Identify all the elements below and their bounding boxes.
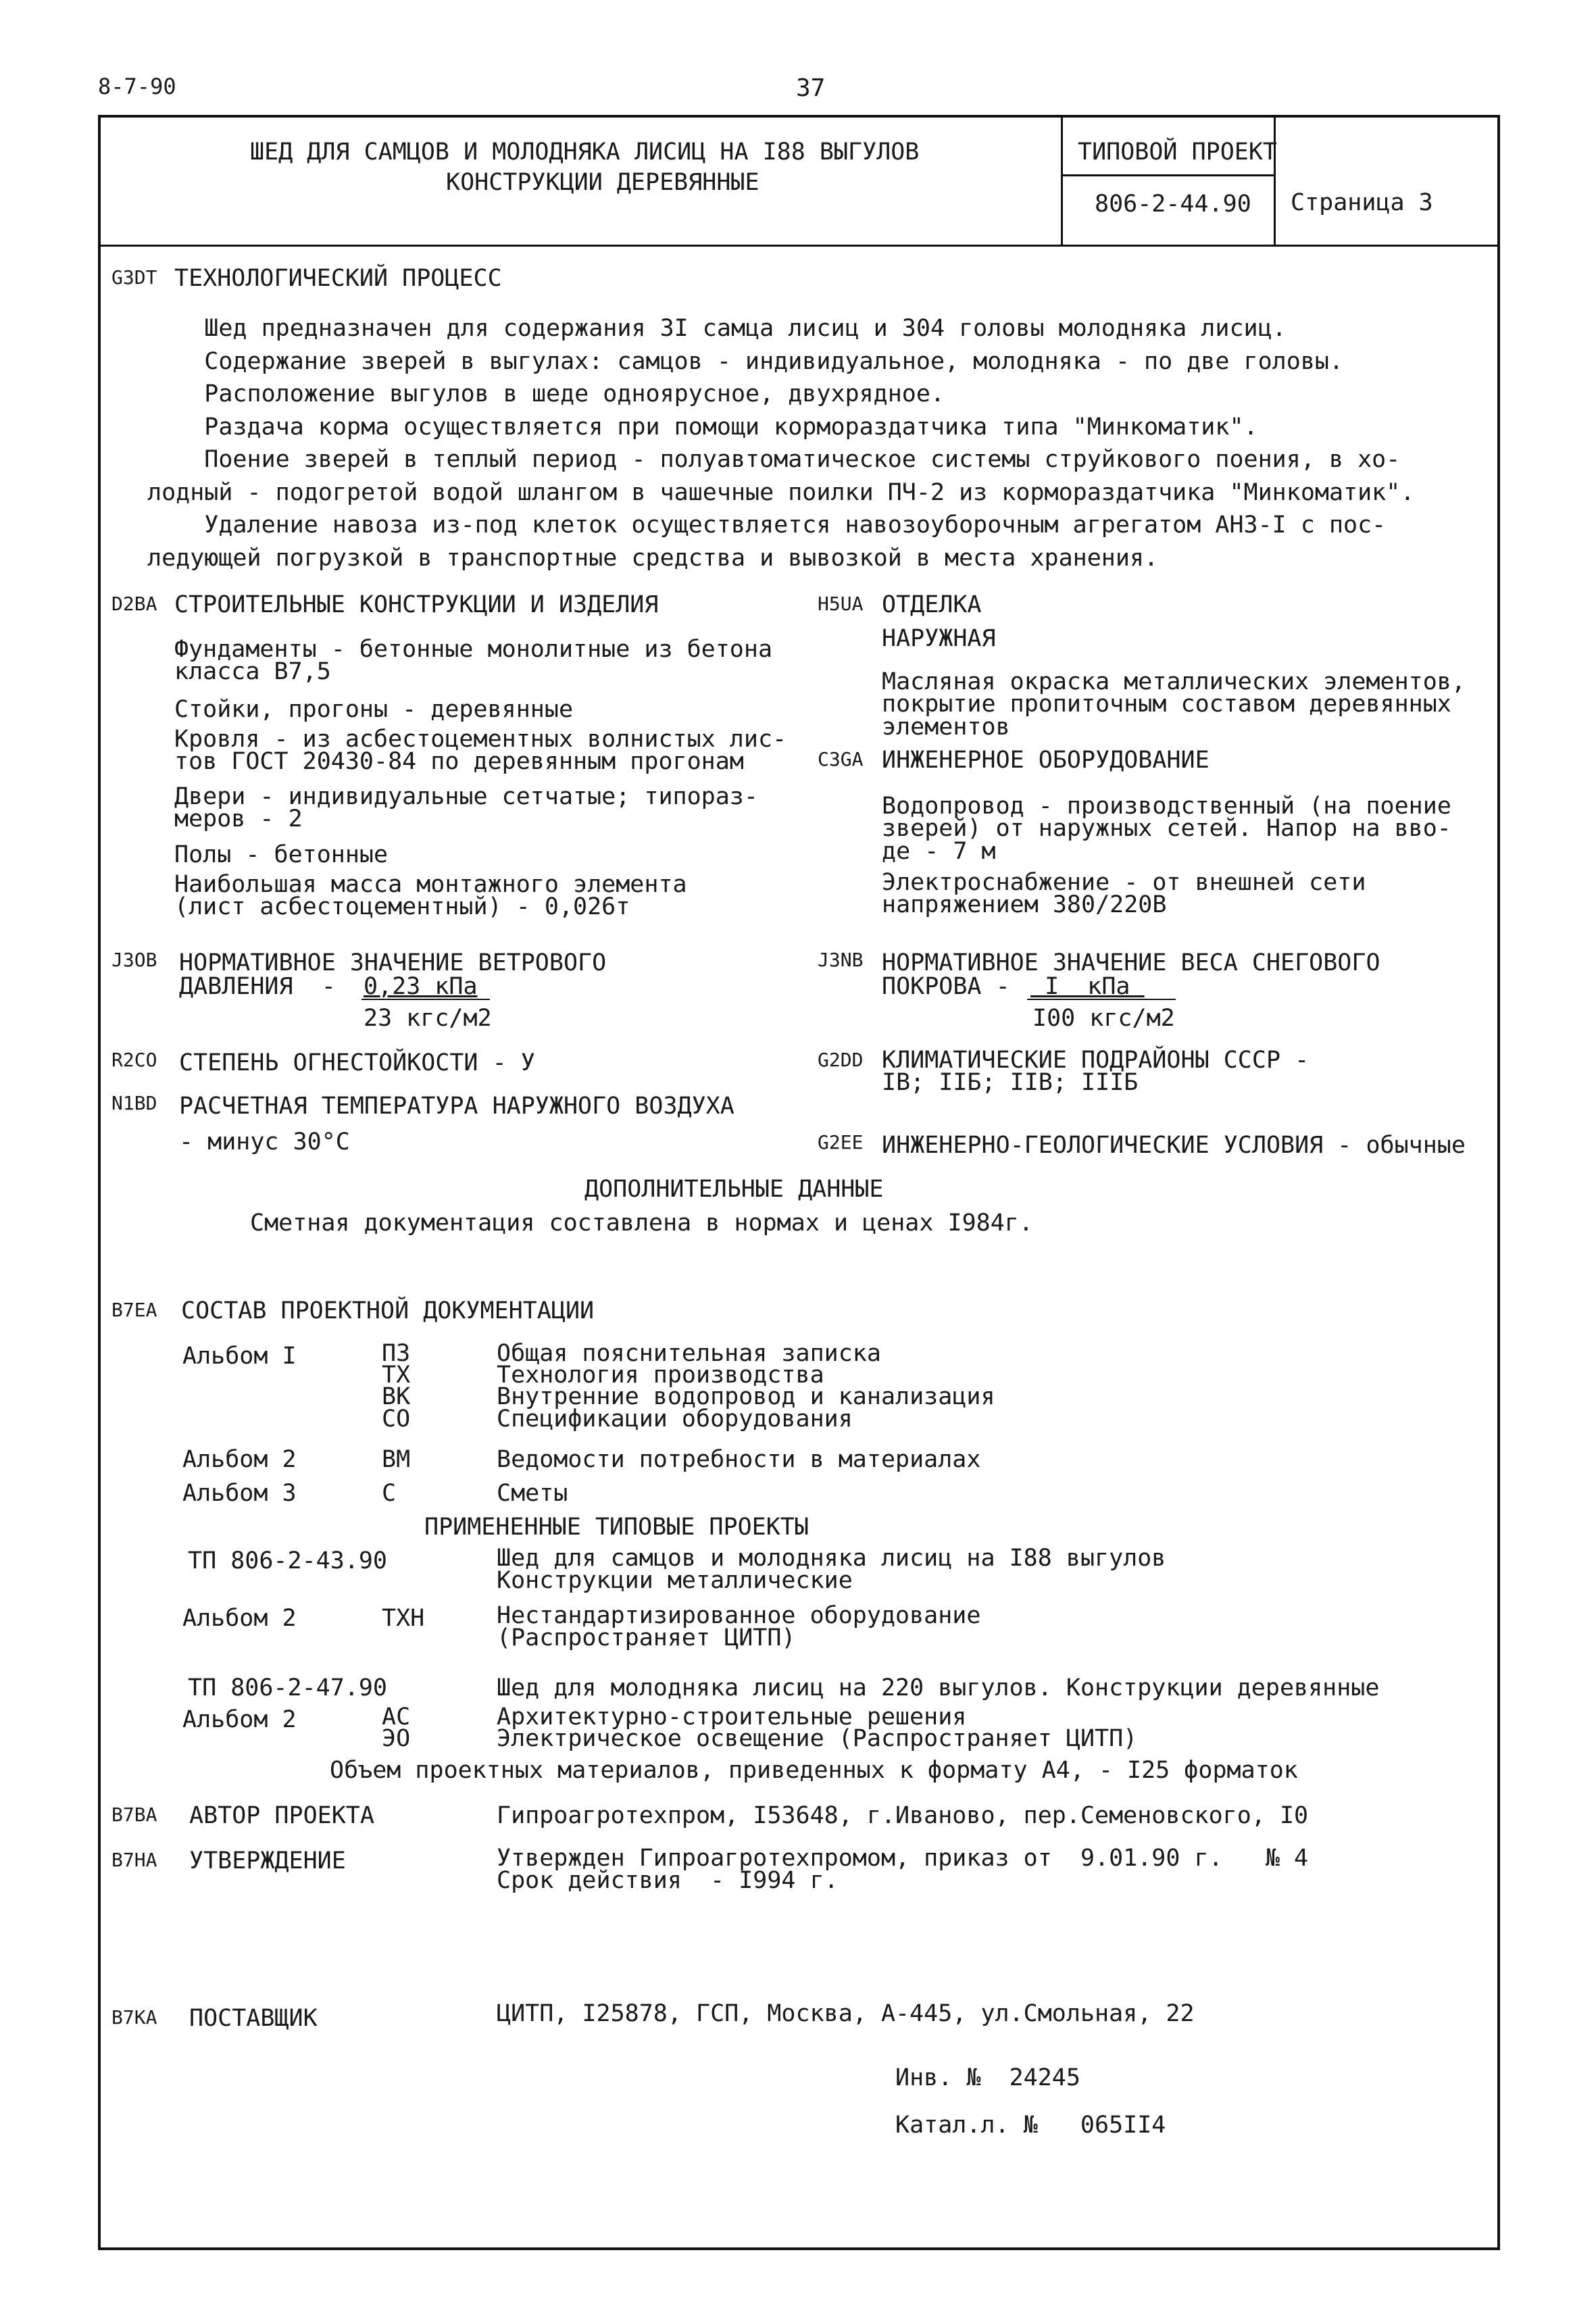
tech-line: Содержание зверей в выгулах: самцов - индивидуальное, молодняка - по две головы. — [147, 347, 1344, 375]
approval-code: B7HA — [111, 1849, 157, 1871]
additional-text: Сметная документация составлена в нормах и ценах I984г. — [250, 1210, 1033, 1237]
applied-4-marks: АС ЭО — [382, 1703, 411, 1753]
additional-heading: ДОПОЛНИТЕЛЬНЫЕ ДАННЫЕ — [584, 1176, 884, 1203]
composition-heading: СОСТАВ ПРОЕКТНОЙ ДОКУМЕНТАЦИИ — [181, 1297, 595, 1324]
header-col-divider-2 — [1274, 115, 1276, 246]
tech-code: G3DT — [111, 266, 157, 289]
construction-mass: Наибольшая масса монтажного элемента (лист асбестоцементный) - 0,026т — [174, 871, 687, 921]
applied-2-desc: Нестандартизированное оборудование (Распространяет ЦИТП) — [497, 1602, 981, 1652]
constructions-code: D2BA — [111, 593, 157, 615]
wind-fraction-line — [361, 999, 490, 1000]
author-code: B7BA — [111, 1803, 157, 1826]
geology-text: ИНЖЕНЕРНО-ГЕОЛОГИЧЕСКИЕ УСЛОВИЯ - обычные — [882, 1132, 1466, 1159]
header-project-divider — [1061, 174, 1274, 176]
temperature-line1: РАСЧЕТНАЯ ТЕМПЕРАТУРА НАРУЖНОГО ВОЗДУХА — [179, 1093, 734, 1120]
album-2-label: Альбом 2 — [182, 1446, 297, 1473]
supplier-label: ПОСТАВЩИК — [189, 2005, 318, 2032]
tech-line: Удаление навоза из-под клеток осуществляется навозоуборочным агрегатом АНЗ-I с пос- — [147, 512, 1387, 539]
temperature-code: N1BD — [111, 1092, 157, 1114]
header-col-divider-1 — [1061, 115, 1063, 246]
snow-fraction-line — [1027, 999, 1176, 1000]
construction-doors: Двери - индивидуальные сетчатые; типораз- меров - 2 — [174, 783, 758, 833]
engineering-water: Водопровод - производственный (на поение зверей) от наружных сетей. Напор на вво- де - 7 м — [882, 793, 1451, 865]
album-1-desc: Общая пояснительная записка Технология производства Внутренние водопровод и канализация Спецификации оборудования — [497, 1340, 995, 1433]
temperature-line2: - минус 30°С — [179, 1128, 350, 1155]
page-number: 37 — [796, 74, 826, 102]
geology-code: G2EE — [818, 1131, 864, 1153]
inventory-number: Инв. № 24245 — [895, 2064, 1080, 2091]
snow-line2-prefix: ПОКРОВА - — [882, 973, 1024, 1000]
snow-value: I кПа — [1030, 973, 1145, 1000]
construction-roof: Кровля - из асбестоцементных волнистых лис- тов ГОСТ 20430-84 по деревянным прогонам — [174, 726, 787, 776]
wind-code: J3OB — [111, 949, 157, 971]
author-label: АВТОР ПРОЕКТА — [189, 1802, 374, 1829]
applied-1-desc: Шед для самцов и молодняка лисиц на I88 выгулов Конструкции металлические — [497, 1545, 1166, 1595]
applied-2-left: Альбом 2 — [182, 1605, 297, 1632]
album-1-label: Альбом I — [182, 1343, 297, 1370]
tech-heading: ТЕХНОЛОГИЧЕСКИЙ ПРОЦЕСС — [174, 265, 502, 292]
tech-line: Шед предназначен для содержания 3I самца лисиц и 304 головы молодняка лисиц. — [147, 315, 1287, 342]
finish-code: H5UA — [818, 593, 864, 615]
snow-alt-value: I00 кгс/м2 — [1032, 1005, 1175, 1032]
document-date: 8-7-90 — [98, 74, 176, 99]
applied-3-left: ТП 806-2-47.90 — [188, 1674, 388, 1701]
wind-line2-prefix: ДАВЛЕНИЯ - — [179, 973, 350, 1000]
construction-foundation: Фундаменты - бетонные монолитные из бетона класса В7,5 — [174, 636, 773, 686]
applied-4-desc: Архитектурно-строительные решения Электрическое освещение (Распространяет ЦИТП) — [497, 1703, 1138, 1753]
tech-line: ледующей погрузкой в транспортные средства и вывозкой в места хранения. — [147, 544, 1159, 572]
wind-alt-value: 23 кгс/м2 — [364, 1005, 492, 1032]
album-2-marks: ВМ — [382, 1446, 411, 1473]
approval-value: Утвержден Гипроагротехпромом, приказ от 9.01.90 г. № 4 Срок действия - I994 г. — [497, 1845, 1309, 1895]
header-divider — [98, 245, 1500, 247]
tech-line: Раздача корма осуществляется при помощи кормораздатчика типа "Минкоматик". — [147, 413, 1258, 441]
engineering-heading: ИНЖЕНЕРНОЕ ОБОРУДОВАНИЕ — [882, 747, 1210, 774]
approval-label: УТВЕРЖДЕНИЕ — [189, 1847, 346, 1874]
project-label: ТИПОВОЙ ПРОЕКТ — [1078, 139, 1278, 166]
album-3-label: Альбом 3 — [182, 1480, 297, 1507]
catalog-number: Катал.л. № 065II4 — [895, 2112, 1166, 2139]
supplier-code: B7KA — [111, 2006, 157, 2028]
applied-3-desc: Шед для молодняка лисиц на 220 выгулов. Конструкции деревянные — [497, 1674, 1380, 1701]
construction-floors: Полы - бетонные — [174, 841, 389, 868]
author-value: Гипроагротехпром, I53648, г.Иваново, пер.Семеновского, I0 — [497, 1802, 1309, 1829]
snow-line1: НОРМАТИВНОЕ ЗНАЧЕНИЕ ВЕСА СНЕГОВОГО — [882, 949, 1380, 976]
constructions-heading: СТРОИТЕЛЬНЫЕ КОНСТРУКЦИИ И ИЗДЕЛИЯ — [174, 591, 659, 618]
composition-code: B7EA — [111, 1299, 157, 1321]
construction-posts: Стойки, прогоны - деревянные — [174, 696, 574, 723]
wind-value: 0,23 кПа — [364, 973, 478, 1000]
applied-4-left: Альбом 2 — [182, 1706, 297, 1733]
tech-line: Поение зверей в теплый период - полуавтоматическое системы струйкового поения, в хо- — [147, 446, 1401, 473]
project-number: 806-2-44.90 — [1095, 191, 1251, 218]
finish-heading: ОТДЕЛКА — [882, 591, 982, 618]
fire-text: СТЕПЕНЬ ОГНЕСТОЙКОСТИ - У — [179, 1049, 535, 1076]
header-title-line1: ШЕД ДЛЯ САМЦОВ И МОЛОДНЯКА ЛИСИЦ НА I88 ВЫГУЛОВ — [250, 139, 920, 166]
engineering-power: Электроснабжение - от внешней сети напряжением 380/220В — [882, 869, 1366, 919]
album-3-marks: С — [382, 1480, 397, 1507]
finish-text: Масляная окраска металлических элементов, покрытие пропиточным составом деревянных элементов — [882, 668, 1466, 741]
finish-subheading: НАРУЖНАЯ — [882, 625, 996, 652]
climate-text: КЛИМАТИЧЕСКИЕ ПОДРАЙОНЫ СССР - IВ; IIБ; IIВ; IIIБ — [882, 1047, 1310, 1097]
album-1-marks: ПЗ ТХ ВК СО — [382, 1340, 411, 1433]
tech-line: лодный - подогретой водой шлангом в чашечные поилки ПЧ-2 из кормораздатчика "Минкоматик". — [147, 478, 1415, 506]
header-title-line2: КОНСТРУКЦИИ ДЕРЕВЯННЫЕ — [446, 169, 759, 196]
album-2-desc: Ведомости потребности в материалах — [497, 1446, 981, 1473]
tech-paragraph — [147, 312, 1414, 574]
volume-text: Объем проектных материалов, приведенных к формату А4, - I25 форматок — [330, 1757, 1298, 1784]
climate-code: G2DD — [818, 1049, 864, 1071]
wind-line1: НОРМАТИВНОЕ ЗНАЧЕНИЕ ВЕТРОВОГО — [179, 949, 607, 976]
album-3-desc: Сметы — [497, 1480, 568, 1507]
applied-2-marks: ТХН — [382, 1605, 425, 1632]
page-label: Страница 3 — [1291, 189, 1433, 216]
snow-code: J3NB — [818, 949, 864, 971]
engineering-code: C3GA — [818, 748, 864, 770]
applied-1-left: ТП 806-2-43.90 — [188, 1547, 388, 1574]
applied-heading: ПРИМЕНЕННЫЕ ТИПОВЫЕ ПРОЕКТЫ — [424, 1514, 809, 1541]
tech-line: Расположение выгулов в шеде одноярусное, двухрядное. — [147, 380, 945, 407]
supplier-value: ЦИТП, I25878, ГСП, Москва, А-445, ул.Смольная, 22 — [497, 2000, 1195, 2027]
fire-code: R2CO — [111, 1049, 157, 1071]
